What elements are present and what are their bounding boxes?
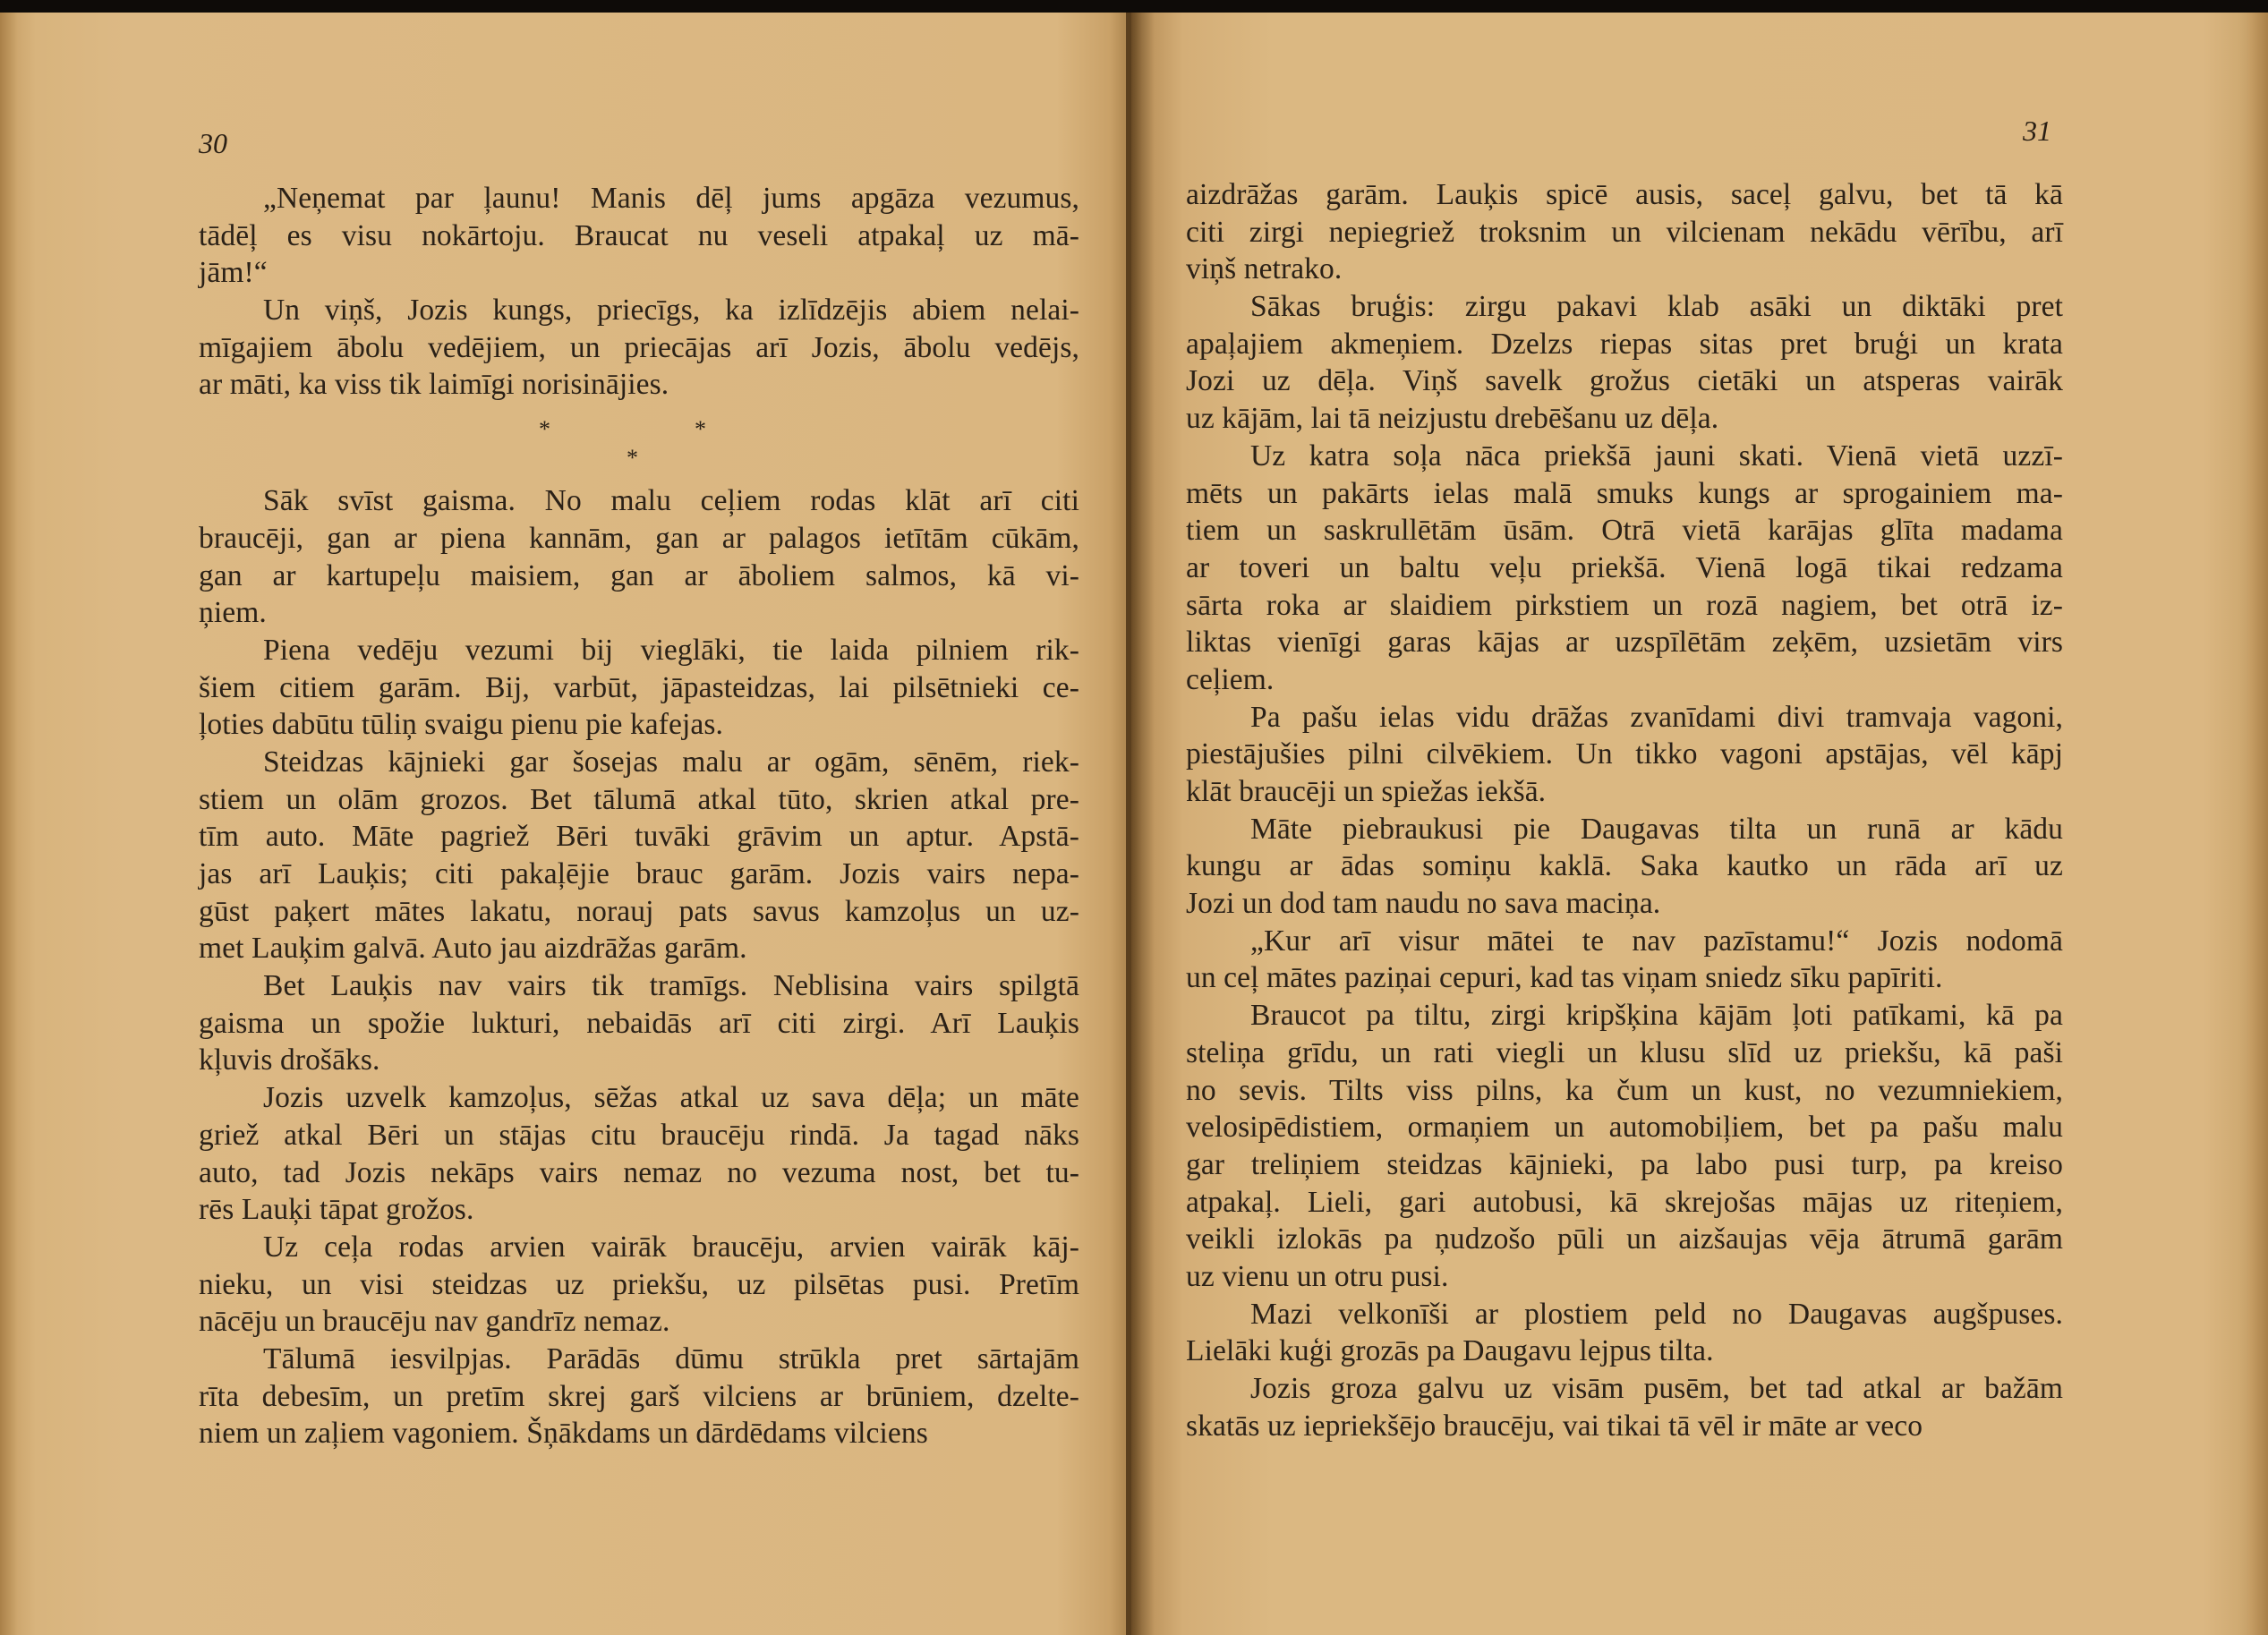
text-line: tādēļ es visu nokārtoju. Braucat nu veseli atpakaļ uz mā- bbox=[199, 218, 1079, 252]
right-paragraphs bbox=[1186, 176, 2063, 1444]
text-line: ļoties dabūtu tūliņ svaigu pienu pie kafejas. bbox=[199, 708, 723, 742]
gutter-shadow bbox=[1131, 13, 1155, 1635]
left-page-text bbox=[199, 180, 1079, 1452]
paragraph bbox=[199, 632, 1079, 744]
text-line: un ceļ mātes paziņai cepuri, kad tas viņam sniedz sīku papīriti. bbox=[1186, 961, 1943, 995]
text-line: „Kur arī visur mātei te nav pazīstamu!“ Jozis nodomā bbox=[1250, 924, 2063, 958]
text-line: mīgajiem ābolu vedējiem, un priecājas arī Jozis, ābolu vedējs, bbox=[199, 330, 1079, 364]
paragraph bbox=[1186, 1296, 2063, 1370]
text-line: rēs Lauķi tāpat grožos. bbox=[199, 1193, 474, 1227]
text-line: Sākas bruģis: zirgu pakavi klab asāki un diktāki pret bbox=[1250, 290, 2063, 324]
paragraph bbox=[199, 482, 1079, 632]
text-line: liktas vienīgi garas kājas ar uzspīlētām zeķēm, uzsietām virs bbox=[1186, 626, 2063, 660]
text-line: gūst paķert mātes lakatu, norauj pats savus kamzoļus un uz- bbox=[199, 894, 1079, 928]
section-break-star: * bbox=[627, 445, 639, 472]
text-line: Un viņš, Jozis kungs, priecīgs, ka izlīdzējis abiem nelai- bbox=[263, 294, 1079, 328]
left-page-edge bbox=[0, 13, 18, 1635]
text-line: šiem citiem garām. Bij, varbūt, jāpasteidzas, lai pilsētnieki ce- bbox=[199, 670, 1079, 704]
text-line: mēts un pakārts ielas malā smuks kungs ar sprogainiem ma- bbox=[1186, 476, 2063, 510]
paragraph bbox=[199, 1229, 1079, 1341]
text-line: aizdrāžas garām. Lauķis spicē ausis, saceļ galvu, bet tā kā bbox=[1186, 178, 2063, 211]
text-line: veikli izlokās pa ņudzošo pūli un aizšaujas vēja ātrumā garām bbox=[1186, 1222, 2063, 1256]
left-paragraphs-before-break bbox=[199, 180, 1079, 404]
text-line: no sevis. Tilts viss pilns, ka čum un kust, no vezumniekiem, bbox=[1186, 1073, 2063, 1107]
text-line: gar treliņiem steidzas kājnieki, pa labo pusi turp, pa kreiso bbox=[1186, 1147, 2063, 1181]
paragraph bbox=[199, 967, 1079, 1079]
paragraph bbox=[199, 180, 1079, 292]
paragraph bbox=[1186, 1370, 2063, 1444]
text-line: Uz ceļa rodas arvien vairāk braucēju, arvien vairāk kāj- bbox=[263, 1230, 1079, 1264]
text-line: Uz katra soļa nāca priekšā jauni skati. Vienā vietā uzzī- bbox=[1250, 439, 2063, 473]
text-line: stiem un olām grozos. Bet tālumā atkal tūto, skrien atkal pre- bbox=[199, 782, 1079, 816]
text-line: Jozi uz dēļa. Viņš savelk grožus cietāki un atsperas vairāk bbox=[1186, 364, 2063, 398]
text-line: griež atkal Bēri un stājas citu braucēju rindā. Ja tagad nāks bbox=[199, 1118, 1079, 1152]
text-line: gaisma un spožie lukturi, nebaidās arī citi zirgi. Arī Lauķis bbox=[199, 1006, 1079, 1040]
text-line: Pa pašu ielas vidu drāžas zvanīdami divi tramvaja vagoni, bbox=[1250, 700, 2063, 734]
paragraph bbox=[1186, 811, 2063, 923]
text-line: met Lauķim galvā. Auto jau aizdrāžas garām. bbox=[199, 932, 747, 966]
paragraph bbox=[1186, 176, 2063, 288]
text-line: tīm auto. Māte pagriež Bēri tuvāki grāvim un aptur. Apstā- bbox=[199, 820, 1079, 854]
text-line: Braucot pa tiltu, zirgi kripšķina kājām ļoti patīkami, kā pa bbox=[1250, 999, 2063, 1033]
text-line: Jozis uzvelk kamzoļus, sēžas atkal uz sava dēļa; un māte bbox=[263, 1081, 1079, 1115]
text-line: jas arī Lauķis; citi pakaļējie brauc garām. Jozis vairs nepa- bbox=[199, 857, 1079, 890]
text-line: ceļiem. bbox=[1186, 662, 1275, 696]
text-line: Bet Lauķis nav vairs tik tramīgs. Neblisina vairs spilgtā bbox=[263, 969, 1079, 1003]
text-line: tiem un saskrullētām ūsām. Otrā vietā karājas glīta madama bbox=[1186, 514, 2063, 548]
paragraph bbox=[1186, 923, 2063, 997]
section-break-star: * bbox=[695, 416, 707, 443]
text-line: uz vienu un otru pusi. bbox=[1186, 1259, 1449, 1293]
text-line: ar māti, ka viss tik laimīgi norisinājies. bbox=[199, 368, 669, 402]
text-line: citi zirgi nepiegriež troksnim un vilcienam nekādu vērību, arī bbox=[1186, 215, 2063, 249]
text-line: Sāk svīst gaisma. No malu ceļiem rodas klāt arī citi bbox=[263, 484, 1079, 518]
section-break-star: * bbox=[539, 416, 551, 443]
text-line: kļuvis drošāks. bbox=[199, 1043, 380, 1077]
text-line: auto, tad Jozis nekāps vairs nemaz no vezuma nost, bet tu- bbox=[199, 1155, 1079, 1189]
left-paragraphs-after-break bbox=[199, 482, 1079, 1452]
text-line: klāt braucēji un spiežas iekšā. bbox=[1186, 775, 1547, 808]
text-line: Piena vedēju vezumi bij vieglāki, tie laida pilniem rik- bbox=[263, 633, 1079, 667]
paragraph bbox=[199, 744, 1079, 967]
right-page-text bbox=[1186, 176, 2063, 1444]
text-line: niem un zaļiem vagoniem. Šņākdams un dārdēdams vilciens bbox=[199, 1417, 928, 1451]
right-page-edge bbox=[2248, 13, 2268, 1635]
text-line: kungu ar ādas somiņu kaklā. Saka kautko un rāda arī uz bbox=[1186, 849, 2063, 883]
text-line: Steidzas kājnieki gar šosejas malu ar ogām, sēnēm, riek- bbox=[263, 745, 1079, 779]
paragraph bbox=[1186, 288, 2063, 438]
paragraph bbox=[199, 1079, 1079, 1229]
text-line: apaļajiem akmeņiem. Dzelzs riepas sitas pret bruģi un krata bbox=[1186, 327, 2063, 361]
text-line: Māte piebraukusi pie Daugavas tilta un runā ar kādu bbox=[1250, 812, 2063, 846]
section-break bbox=[199, 404, 1079, 482]
text-line: braucēji, gan ar piena kannām, gan ar palagos ietītām cūkām, bbox=[199, 521, 1079, 555]
text-line: uz kājām, lai tā neizjustu drebēšanu uz dēļa. bbox=[1186, 402, 1719, 436]
text-line: Jozi un dod tam naudu no sava maciņa. bbox=[1186, 887, 1661, 921]
right-page-number: 31 bbox=[2023, 115, 2051, 147]
text-line: ņiem. bbox=[199, 596, 267, 630]
paragraph bbox=[1186, 997, 2063, 1296]
text-line: nācēju un braucēju nav gandrīz nemaz. bbox=[199, 1305, 670, 1339]
left-page-number: 30 bbox=[199, 127, 227, 159]
text-line: rīta debesīm, un pretīm skrej garš vilciens ar brūniem, dzelte- bbox=[199, 1379, 1079, 1413]
text-line: piestājušies pilni cilvēkiem. Un tikko vagoni apstājas, vēl kāpj bbox=[1186, 737, 2063, 771]
paragraph bbox=[199, 1341, 1079, 1452]
text-line: gan ar kartupeļu maisiem, gan ar āboliem salmos, kā vi- bbox=[199, 558, 1079, 592]
paragraph bbox=[199, 292, 1079, 404]
text-line: ar toveri un baltu veļu priekšā. Vienā logā tikai redzama bbox=[1186, 550, 2063, 584]
text-line: jām!“ bbox=[199, 256, 268, 290]
text-line: Tālumā iesvilpjas. Parādās dūmu strūkla pret sārtajām bbox=[263, 1341, 1079, 1375]
text-line: Mazi velkonīši ar plostiem peld no Daugavas augšpuses. bbox=[1250, 1297, 2063, 1331]
paragraph bbox=[1186, 699, 2063, 811]
text-line: skatās uz iepriekšējo braucēju, vai tikai tā vēl ir māte ar veco bbox=[1186, 1409, 1923, 1443]
text-line: viņš netrako. bbox=[1186, 252, 1343, 286]
paragraph bbox=[1186, 438, 2063, 699]
text-line: steliņa grīdu, un rati viegli un klusu slīd uz priekšu, kā paši bbox=[1186, 1035, 2063, 1069]
text-line: atpakaļ. Lieli, gari autobusi, kā skrejošas mājas uz riteņiem, bbox=[1186, 1185, 2063, 1219]
text-line: Jozis groza galvu uz visām pusēm, bet tad atkal ar bažām bbox=[1250, 1372, 2063, 1405]
scan-top-border bbox=[0, 0, 2268, 13]
text-line: „Neņemat par ļaunu! Manis dēļ jums apgāza vezumus, bbox=[263, 182, 1079, 215]
text-line: nieku, un visi steidzas uz priekšu, uz pilsētas pusi. Pretīm bbox=[199, 1267, 1079, 1301]
text-line: velosipēdistiem, ormaņiem un automobiļiem, bet pa pašu malu bbox=[1186, 1111, 2063, 1145]
text-line: sārta roka ar slaidiem pirkstiem un rozā nagiem, bet otrā iz- bbox=[1186, 588, 2063, 622]
text-line: Lielāki kuģi grozās pa Daugavu lejpus tilta. bbox=[1186, 1334, 1714, 1368]
